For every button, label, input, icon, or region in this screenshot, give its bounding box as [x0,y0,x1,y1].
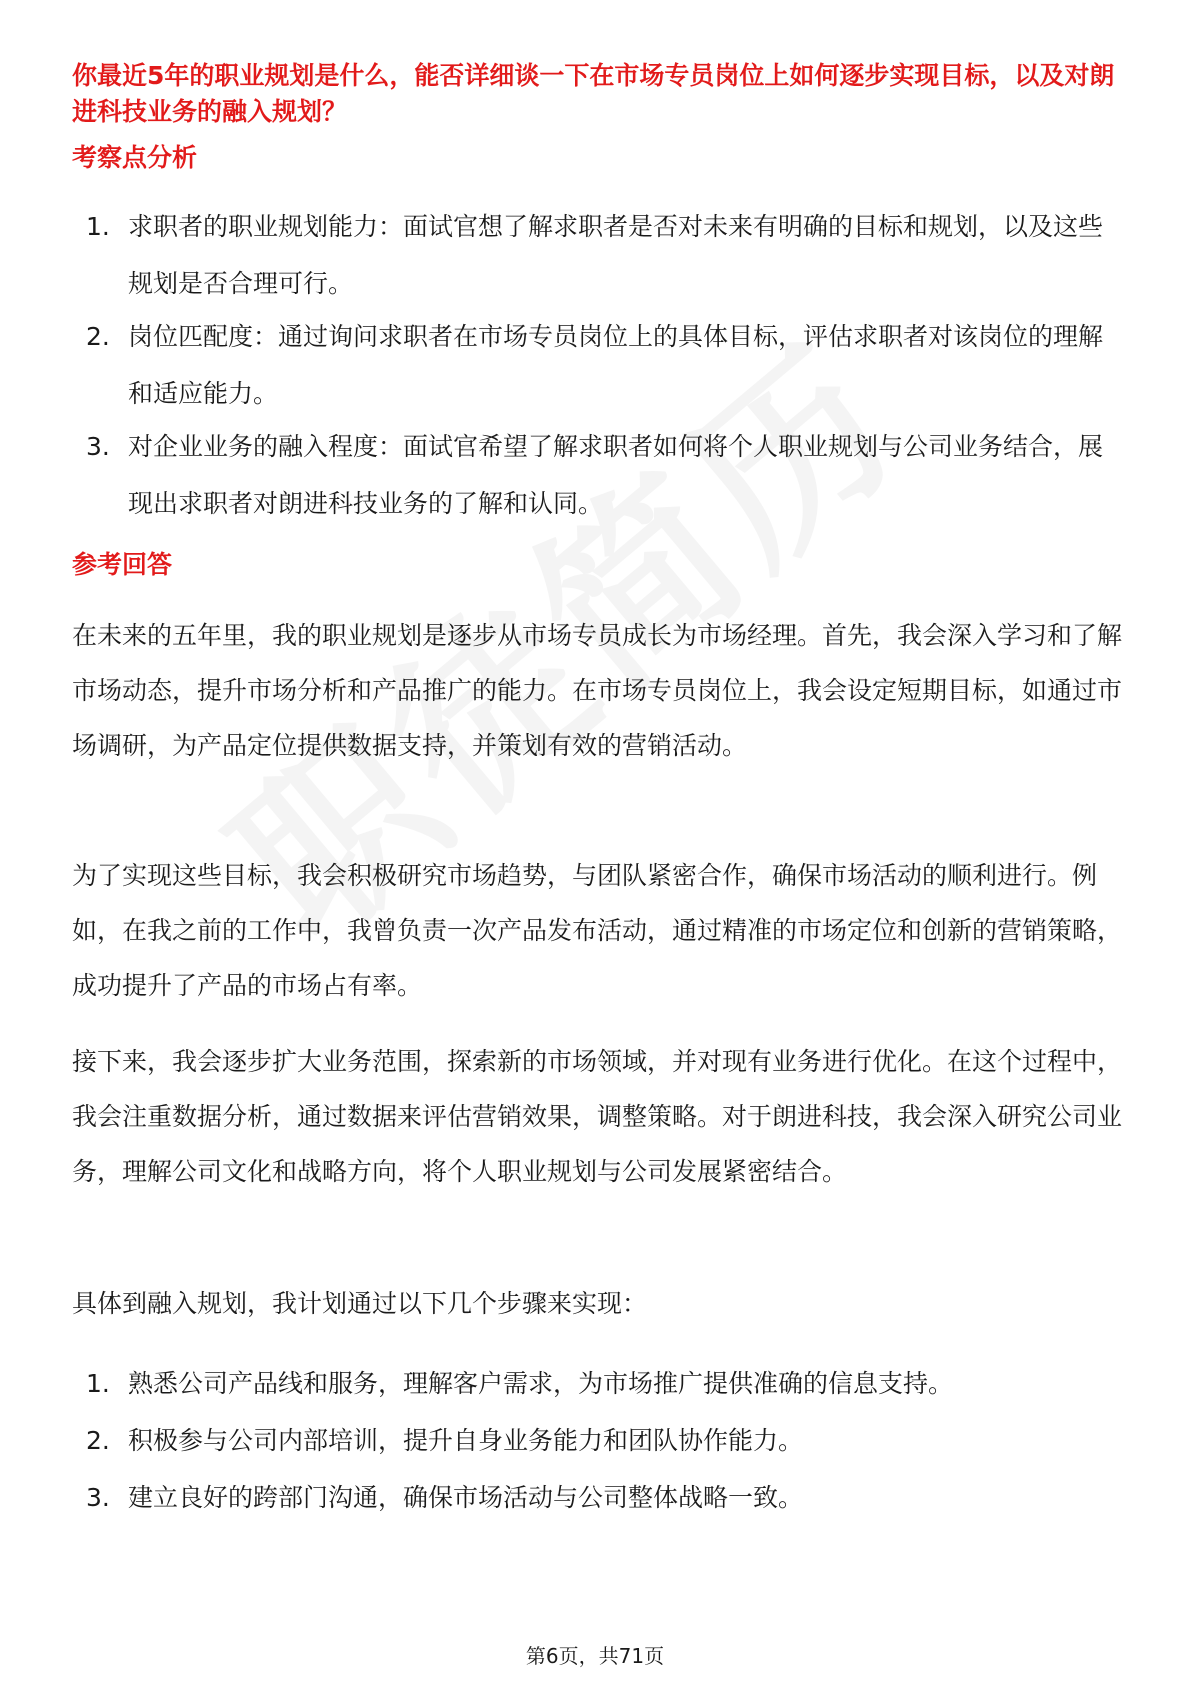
list-item [72,1469,1122,1526]
list-number: 1. [86,212,110,241]
analysis-list [72,198,1122,532]
list-number: 2. [86,322,110,351]
list-number: 2. [86,1426,110,1455]
answer-paragraph: 在未来的五年里，我的职业规划是逐步从市场专员成长为市场经理。首先，我会深入学习和了解市场动态，提升市场分析和产品推广的能力。在市场专员岗位上，我会设定短期目标，如通过市场调研，为产品定位提供数据支持，并策划有效的营销活动。 [72,621,1123,760]
answer-paragraph: 具体到融入规划，我计划通过以下几个步骤来实现： [72,1289,648,1318]
list-item [72,198,1122,312]
list-item-text: 熟悉公司产品线和服务，理解客户需求，为市场推广提供准确的信息支持。 [128,1369,954,1398]
answer-paragraph: 接下来，我会逐步扩大业务范围，探索新的市场领域，并对现有业务进行优化。在这个过程中，我会注重数据分析，通过数据来评估营销效果，调整策略。对于朗进科技，我会深入研究公司业务，理解公司文化和战略方向，将个人职业规划与公司发展紧密结合。 [72,1047,1123,1186]
list-item-text: 积极参与公司内部培训，提升自身业务能力和团队协作能力。 [128,1426,804,1455]
answer-title: 参考回答 [72,550,173,579]
list-number: 3. [86,432,110,461]
page-footer: 第6页，共71页 [525,1644,665,1668]
list-item [72,308,1122,422]
analysis-title: 考察点分析 [72,143,198,172]
list-item-text: 建立良好的跨部门沟通，确保市场活动与公司整体战略一致。 [128,1483,804,1512]
list-item [72,1412,1122,1469]
list-item [72,1355,1122,1412]
steps-list [72,1355,1122,1526]
answer-paragraph: 为了实现这些目标，我会积极研究市场趋势，与团队紧密合作，确保市场活动的顺利进行。例如，在我之前的工作中，我曾负责一次产品发布活动，通过精准的市场定位和创新的营销策略，成功提升了产品的市场占有率。 [72,861,1123,1000]
list-item-text: 求职者的职业规划能力：面试官想了解求职者是否对未来有明确的目标和规划，以及这些规划是否合理可行。 [128,212,1104,298]
list-number: 1. [86,1369,110,1398]
list-item-text: 对企业业务的融入程度：面试官希望了解求职者如何将个人职业规划与公司业务结合，展现出求职者对朗进科技业务的了解和认同。 [128,432,1104,518]
list-item [72,418,1122,532]
list-item-text: 岗位匹配度：通过询问求职者在市场专员岗位上的具体目标，评估求职者对该岗位的理解和适应能力。 [128,322,1104,408]
question-heading: 你最近5年的职业规划是什么，能否详细谈一下在市场专员岗位上如何逐步实现目标，以及对朗进科技业务的融入规划？ [72,61,1115,126]
list-number: 3. [86,1483,110,1512]
